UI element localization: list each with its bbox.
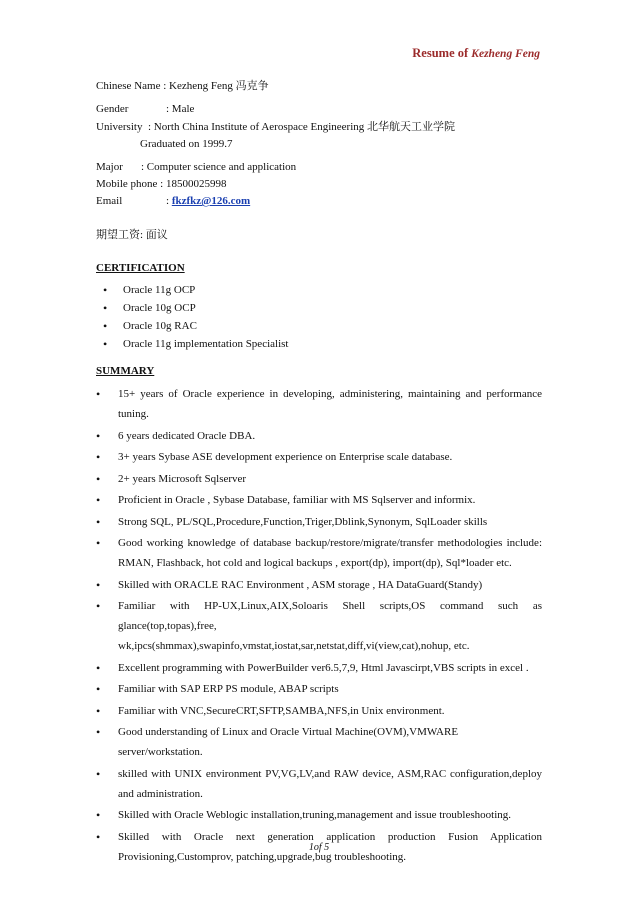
- email-label: Email: [96, 195, 123, 207]
- header-prefix: Resume of: [412, 46, 472, 60]
- list-item: • Oracle 10g RAC: [96, 319, 288, 337]
- mobile-label: Mobile phone :: [96, 178, 164, 190]
- list-item: • Skilled with ORACLE RAC Environment , ASM storage , HA DataGuard(Standy): [96, 575, 542, 595]
- email-colon: :: [166, 195, 170, 207]
- gender-value: : Male: [166, 103, 195, 115]
- mobile-row: [96, 177, 226, 191]
- list-item: • Familiar with VNC,SecureCRT,SFTP,SAMBA,NFS,in Unix environment.: [96, 701, 542, 721]
- list-item: • Proficient in Oracle , Sybase Database, familiar with MS Sqlserver and informix.: [96, 490, 542, 510]
- list-item: • Familiar with HP-UX,Linux,AIX,Soloaris Shell scripts,OS command such as glance(top,topas),free, wk,ipcs(shmmax),swapinfo,vmstat,iostat,sar,netstat,diff,vi(view,cat),nohup, etc.: [96, 596, 542, 656]
- list-item: • skilled with UNIX environment PV,VG,LV,and RAW device, ASM,RAC configuration,deploy and administration.: [96, 764, 542, 804]
- list-item: • Good understanding of Linux and Oracle Virtual Machine(OVM),VMWARE server/workstation.: [96, 722, 542, 762]
- list-item: • 2+ years Microsoft Sqlserver: [96, 469, 542, 489]
- major-row: [96, 160, 296, 174]
- chinese-name-row: [96, 79, 269, 93]
- header-name: Kezheng Feng: [471, 48, 540, 60]
- list-item: • Oracle 10g OCP: [96, 301, 288, 319]
- major-label: Major: [96, 161, 123, 173]
- university-row: [96, 120, 455, 134]
- email-link[interactable]: fkzfkz@126.com: [171, 195, 251, 207]
- email-row: [96, 194, 250, 208]
- list-item: • Excellent programming with PowerBuilder ver6.5,7,9, Html Javascirpt,VBS scripts in excel .: [96, 658, 542, 678]
- certification-list: [96, 283, 288, 355]
- major-value: : Computer science and application: [141, 161, 297, 173]
- certification-title: CERTIFICATION: [96, 262, 185, 274]
- list-item: • Oracle 11g implementation Specialist: [96, 337, 288, 355]
- page-number: 1of 5: [308, 842, 330, 853]
- chinese-name-value: Kezheng Feng 冯克争: [169, 80, 269, 92]
- list-item: • 6 years dedicated Oracle DBA.: [96, 426, 542, 446]
- summary-list: [96, 384, 542, 868]
- list-item: • Oracle 11g OCP: [96, 283, 288, 301]
- summary-title: SUMMARY: [96, 365, 155, 377]
- list-item: • 3+ years Sybase ASE development experience on Enterprise scale database.: [96, 447, 542, 467]
- list-item: • Strong SQL, PL/SQL,Procedure,Function,Triger,Dblink,Synonym, SqlLoader skills: [96, 512, 542, 532]
- list-item: • Good working knowledge of database backup/restore/migrate/transfer methodologies include: RMAN, Flashback, hot cold and logical backups , export(dp), import(dp), Sql*loader etc.: [96, 533, 542, 573]
- resume-header: [412, 46, 540, 61]
- mobile-value: 18500025998: [165, 178, 227, 190]
- university-value: : North China Institute of Aerospace Engineering 北华航天工业学院: [148, 121, 456, 133]
- list-item: • Skilled with Oracle next generation application production Fusion Application Provisioning,Customprov, patching,upgrade,bug troubleshooting.: [96, 827, 542, 867]
- expected-salary: 期望工资: 面议: [96, 229, 168, 241]
- list-item: • 15+ years of Oracle experience in developing, administering, maintaining and performance tuning.: [96, 384, 542, 424]
- graduated-text: Graduated on 1999.7: [140, 138, 233, 150]
- list-item: • Familiar with SAP ERP PS module, ABAP scripts: [96, 679, 542, 699]
- university-label: University: [96, 121, 143, 133]
- gender-label: Gender: [96, 103, 129, 115]
- list-item: • Skilled with Oracle Weblogic installation,truning,management and issue troubleshooting.: [96, 805, 542, 825]
- gender-row: [96, 102, 194, 116]
- chinese-name-label: Chinese Name :: [96, 80, 167, 92]
